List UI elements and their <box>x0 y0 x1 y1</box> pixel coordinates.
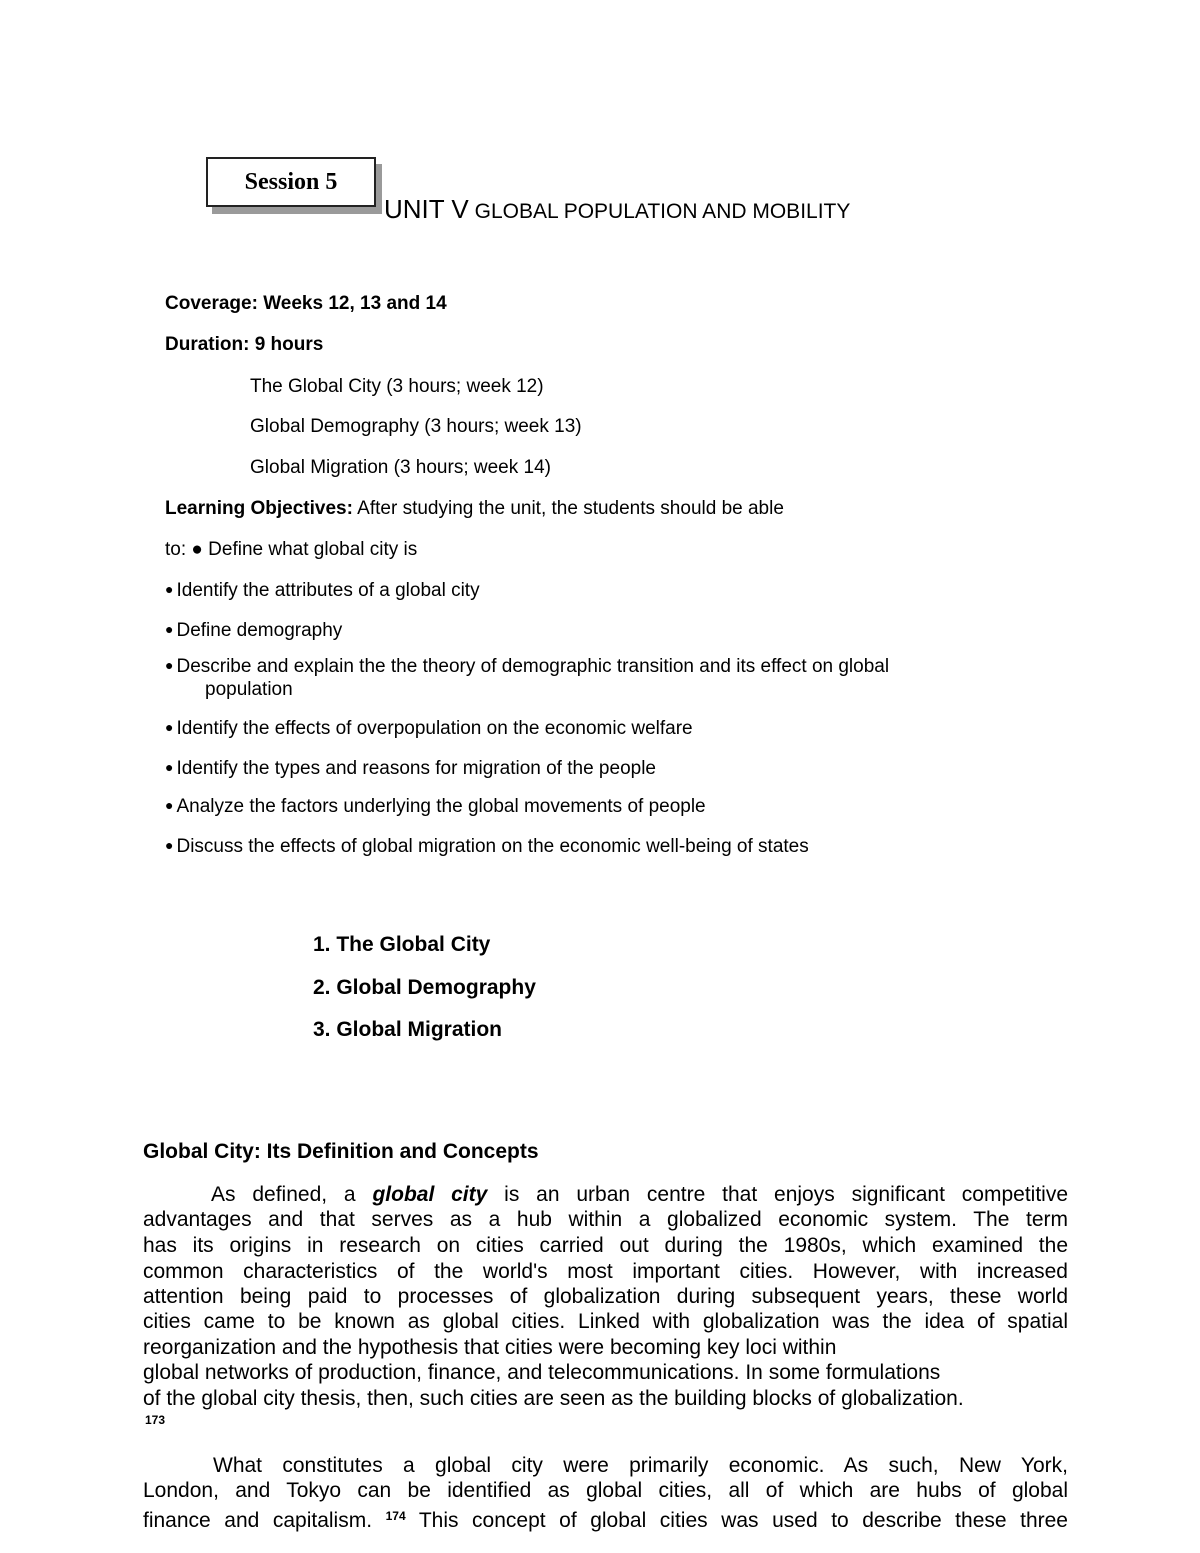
paragraph-text: is an urban centre that enjoys significant competitive <box>487 1183 1068 1206</box>
session-badge <box>206 157 376 207</box>
bullet-icon: ● <box>165 581 174 597</box>
topic-item: 2. Global Demography <box>313 976 536 999</box>
paragraph-line: London, and Tokyo can be identified as global cities, all of which are hubs of global <box>143 1479 1068 1502</box>
objective-item <box>165 836 809 858</box>
objective-text: Define what global city is <box>208 539 418 560</box>
objectives-intro-cont: to: <box>165 539 192 560</box>
footnote-marker: 174 <box>385 1509 406 1523</box>
bullet-icon: ● <box>165 759 174 775</box>
breakdown-item: Global Migration (3 hours; week 14) <box>250 457 551 478</box>
paragraph-line: has its origins in research on cities carried out during the 1980s, which examined the <box>143 1234 1068 1257</box>
objective-item <box>165 580 480 602</box>
objective-item <box>165 718 693 740</box>
paragraph-line <box>143 1182 1068 1207</box>
unit-title-text: GLOBAL POPULATION AND MOBILITY <box>474 200 851 223</box>
bullet-icon: ● <box>165 797 174 813</box>
objective-item <box>165 656 889 678</box>
paragraph-text: This concept of global cities was used to describe these three <box>405 1509 1068 1532</box>
paragraph-line: What constitutes a global city were primarily economic. As such, New York, <box>213 1454 1068 1477</box>
paragraph-text: finance and capitalism. <box>143 1509 386 1532</box>
objective-item <box>165 758 656 780</box>
unit-title <box>384 194 850 225</box>
duration-line: Duration: 9 hours <box>165 334 324 355</box>
coverage-line: Coverage: Weeks 12, 13 and 14 <box>165 293 447 314</box>
bullet-icon: ● <box>165 719 174 735</box>
breakdown-item: The Global City (3 hours; week 12) <box>250 376 544 397</box>
emphasis-term: global city <box>372 1183 488 1206</box>
objective-text: Identify the attributes of a global city <box>176 580 480 601</box>
unit-label: UNIT V <box>384 194 469 224</box>
bullet-icon: ● <box>165 837 174 853</box>
objectives-first <box>165 539 417 561</box>
footnote-marker: 173 <box>145 1413 166 1427</box>
paragraph-text: As defined, a <box>211 1183 373 1206</box>
breakdown-item: Global Demography (3 hours; week 13) <box>250 416 582 437</box>
bullet-icon: ● <box>165 657 174 673</box>
objectives-intro <box>165 498 784 520</box>
objective-text: Identify the effects of overpopulation on the economic welfare <box>176 718 693 739</box>
topic-item: 1. The Global City <box>313 933 491 956</box>
paragraph-line: cities came to be known as global cities. Linked with globalization was the idea of spatial <box>143 1310 1068 1333</box>
paragraph-line: attention being paid to processes of globalization during subsequent years, these world <box>143 1285 1068 1308</box>
bullet-icon: ● <box>165 621 174 637</box>
objective-text: Define demography <box>176 620 343 641</box>
paragraph-line: reorganization and the hypothesis that cities were becoming key loci within <box>143 1336 837 1359</box>
objective-item <box>165 620 342 642</box>
paragraph-line <box>143 1504 1068 1533</box>
objectives-label: Learning Objectives: <box>165 498 353 519</box>
paragraph-line: advantages and that serves as a hub within a globalized economic system. The term <box>143 1208 1068 1231</box>
objective-text: Discuss the effects of global migration on the economic well-being of states <box>176 836 809 857</box>
objective-text: Analyze the factors underlying the global movements of people <box>176 796 706 817</box>
objective-item <box>165 796 706 818</box>
objective-continuation: population <box>205 679 293 700</box>
bullet-icon: ● <box>191 539 203 560</box>
objectives-intro-text: After studying the unit, the students should be able <box>352 498 784 519</box>
objective-text: Describe and explain the the theory of demographic transition and its effect on global <box>176 656 890 677</box>
objective-text: Identify the types and reasons for migration of the people <box>176 758 656 779</box>
section-heading: Global City: Its Definition and Concepts <box>143 1140 539 1163</box>
topic-item: 3. Global Migration <box>313 1018 503 1041</box>
paragraph-line: global networks of production, finance, and telecommunications. In some formulations <box>143 1361 941 1384</box>
session-label: Session 5 <box>244 168 338 195</box>
paragraph-line: common characteristics of the world's most important cities. However, with increased <box>143 1260 1068 1283</box>
paragraph-line: of the global city thesis, then, such cities are seen as the building blocks of globalization. <box>143 1387 964 1410</box>
